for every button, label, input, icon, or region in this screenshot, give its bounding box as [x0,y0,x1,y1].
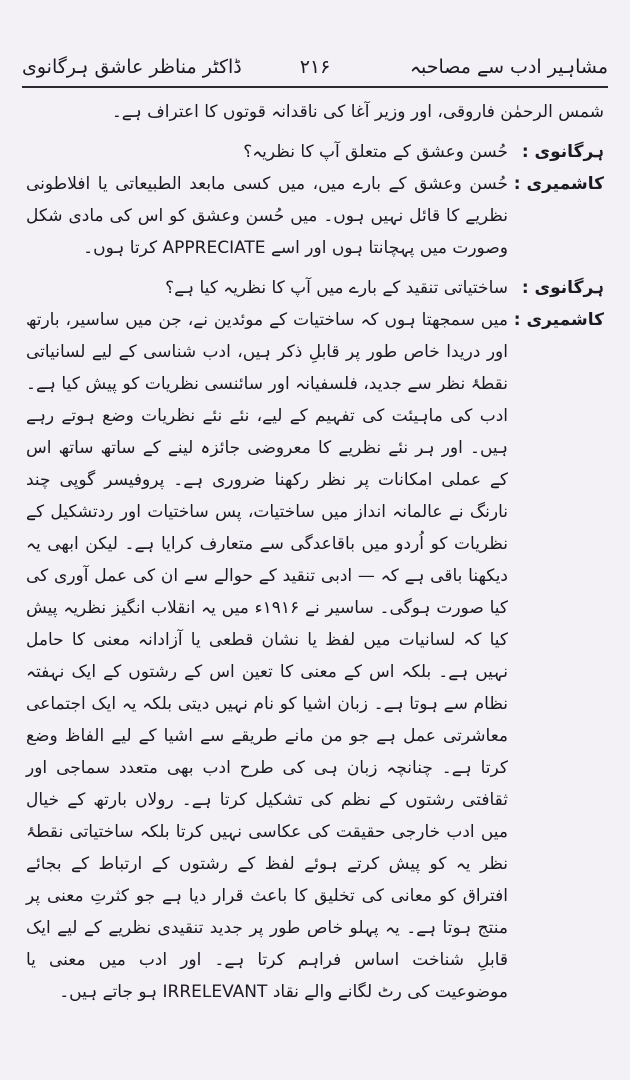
speaker-label: ہرگانوی : [521,142,604,162]
dialogue-entry [26,304,604,1008]
dialogue-text: حُسن وعشق کے متعلق آپ کا نظریہ؟ [243,142,508,162]
page-body [26,96,604,1008]
dialogue-text: حُسن وعشق کے بارے میں، میں کسی مابعد الطبیعاتی یا افلاطونی نظریے کا قائل نہیں ہوں۔ میں حُسن وعشق کو اس کی مادی شکل وصورت میں پہچانتا ہوں اور اسے APPRECIATE کرتا ہوں۔ [26,174,508,258]
dialogue-entry [26,272,604,304]
speaker-label: کاشمیری : [513,174,604,194]
dialogue-text: ساختیاتی تنقید کے بارے میں آپ کا نظریہ کیا ہے؟ [165,278,508,298]
page-header [22,52,608,88]
author-name: ڈاکٹر مناظر عاشق ہرگانوی [22,56,242,78]
dialogue-text: میں سمجھتا ہوں کہ ساختیات کے موئدین نے، جن میں ساسیر، بارتھ اور دریدا خاص طور پر قابلِ ذکر ہیں، ادب شناسی کے لیے لسانیاتی نقطۂ نظر سے جدید، فلسفیانہ اور سائنسی نظریات کو پیش کیا ہے۔ ادب کی ماہیئت کی تفہیم کے لیے، نئے نئے نظریات وضع ہوتے رہے ہیں۔ اور ہر نئے نظریے کا معروضی جائزہ لینے کے ساتھ ساتھ اس کے عملی امکانات پر نظر رکھنا ضروری ہے۔ پروفیسر گوپی چند نارنگ نے عالمانہ انداز میں ساختیات، پس ساختیات اور ردتشکیل کے نظریات کو اُردو میں باقاعدگی سے متعارف کرایا ہے۔ لیکن ابھی یہ دیکھنا باقی ہے کہ — ادبی تنقید کے حوالے سے ان کی عمل آوری کی کیا صورت ہوگی۔ ساسیر نے ۱۹۱۶ء میں یہ انقلاب انگیز نظریہ پیش کیا کہ لسانیات میں لفظ یا نشان قطعی یا آزادانہ معنی کا حامل نہیں ہے۔ بلکہ اس کے معنی کا تعین اس کے رشتوں کے ایک نہفتہ نظام سے ہوتا ہے۔ زبان اشیا کو نام نہیں دیتی بلکہ یہ ایک اجتماعی معاشرتی عمل ہے جو من مانے طریقے سے اشیا کے لیے الفاظ وضع کرتا ہے۔ چنانچہ زبان ہی کی طرح ادب بھی متعدد سماجی اور ثقافتی رشتوں کے نظم کی تشکیل کرتا ہے۔ رولاں بارتھ کے خیال میں ادب خارجی حقیقت کی عکاسی نہیں کرتا بلکہ ساختیاتی نقطۂ نظر یہ کو پیش کرتے ہوئے لفظ کے رشتوں کے ارتباط کے بجائے افتراق کو معانی کی تخلیق کا باعث قرار دیا ہے جو کثرتِ معنی پر منتج ہوتا ہے۔ یہ پہلو خاص طور پر جدید تنقیدی نظریے کے لیے ایک قابلِ شناخت اساس فراہم کرتا ہے۔ اور ادب میں معنی یا موضوعیت کی رٹ لگانے والے نقاد IRRELEVANT ہو جاتے ہیں۔ [26,310,508,1002]
intro-paragraph: شمس الرحمٰن فاروقی، اور وزیر آغا کی ناقدانہ قوتوں کا اعتراف ہے۔ [111,102,604,122]
page-number: ۲۱۶ [299,56,331,78]
book-title: مشاہیر ادب سے مصاحبہ [409,56,608,78]
dialogue-entry [26,168,604,264]
dialogue-entry [26,136,604,168]
speaker-label: ہرگانوی : [521,278,604,298]
speaker-label: کاشمیری : [513,310,604,330]
